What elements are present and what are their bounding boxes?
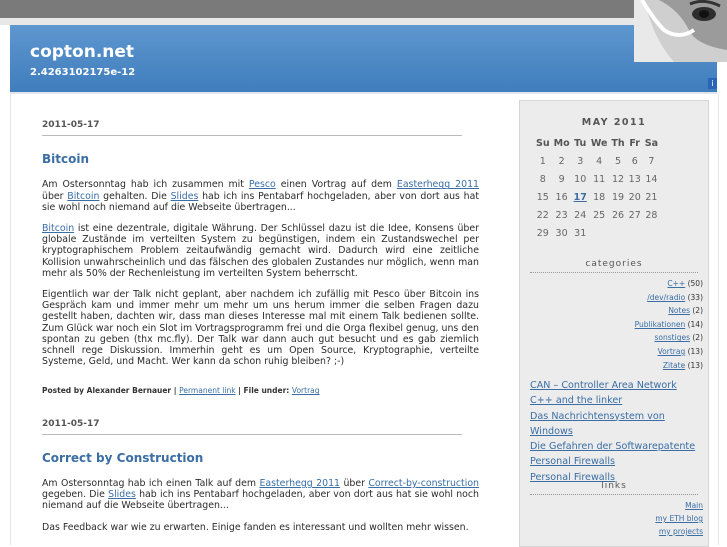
external-link[interactable]: my projects	[658, 527, 703, 536]
link-correct-by-construction[interactable]: Correct-by-construction	[368, 478, 479, 490]
text: über	[42, 190, 68, 202]
article-link[interactable]: Das Nachrichtensystem von Windows	[530, 410, 665, 437]
post-paragraph: Eigentlich war der Talk nicht geplant, aber nachdem ich zufällig mit Pesco über Bitcoin ins Gespräch kam und immer mehr um mehr um uns herum immer die selben Fragen dazu gestellt haben, dachten wir, dass man dieses Interesse mal mit einem Talk bedienen sollte. Zum Glück war noch ein Slot im Vortragsprogramm frei und die Orga flexibel genug, uns den spontan zu geben (thx mc.fly). Der Talk war dann auch gut besucht und es gab ziemlich schnell rege Diskussion. Immerhin geht es um Open Source, Kryptographie, verteilte Systeme, Geld, und Macht. Wer kann da schon ruhig bleiben? ;-)	[42, 289, 479, 368]
calendar-title: MAY 2011	[581, 117, 647, 128]
calendar-day: 20	[628, 191, 641, 203]
calendar-day: 1	[539, 155, 546, 167]
category-count: (13)	[685, 346, 703, 356]
calendar-day: 7	[648, 155, 655, 167]
calendar-day: 9	[558, 173, 565, 185]
calendar-day: 4	[596, 155, 603, 167]
top-strip	[0, 0, 727, 18]
link-item	[655, 499, 703, 512]
text: gegeben. Die	[42, 489, 109, 501]
calendar-day: 13	[628, 173, 641, 185]
text: einen Vortrag auf dem	[275, 179, 397, 191]
categories-list	[635, 277, 703, 372]
calendar-day: 11	[593, 173, 606, 185]
article-link[interactable]: Die Gefahren der Softwarepatente	[530, 441, 696, 453]
link-item	[655, 512, 703, 525]
category-count: (50)	[685, 279, 703, 288]
permanent-link[interactable]: Permanent link	[179, 386, 236, 396]
category-count: (14)	[685, 319, 703, 329]
calendar-day	[609, 224, 626, 242]
header-portrait-image	[634, 0, 727, 62]
post-footer	[42, 385, 482, 396]
link-bitcoin[interactable]: Bitcoin	[67, 190, 100, 202]
info-icon[interactable]: i	[708, 78, 717, 89]
link-bitcoin[interactable]: Bitcoin	[42, 223, 75, 235]
post-title[interactable]: Correct by Construction	[42, 450, 204, 465]
calendar-day: 18	[593, 191, 606, 203]
text: Am Ostersonntag hab ich einen Talk auf dem	[42, 478, 260, 490]
link-item	[655, 525, 703, 538]
calendar-day[interactable]	[572, 188, 589, 206]
category-item	[635, 331, 703, 345]
links-list	[655, 499, 703, 538]
calendar-weekday: We	[590, 138, 608, 149]
calendar-day: 30	[555, 227, 568, 239]
external-link[interactable]: my ETH blog	[655, 514, 703, 523]
category-item	[635, 318, 703, 332]
calendar-day: 28	[645, 209, 658, 221]
text: Am Ostersonntag hab ich zusammen mit	[42, 179, 249, 191]
text: hab ich ins Pentabarf hochgeladen, aber von dort aus hat sie wohl noch niemand auf die Webseite übertragen...	[42, 190, 479, 213]
links-heading: links	[530, 481, 698, 495]
post-paragraph: Das Feedback war wie zu erwarten. Einige fanden es interessant und wollten mehr wissen.	[42, 521, 469, 533]
category-link[interactable]: sonstiges	[654, 333, 690, 343]
blog-post	[42, 120, 482, 397]
calendar-day	[643, 224, 660, 242]
external-link[interactable]: Main	[685, 501, 703, 510]
calendar-day	[589, 224, 610, 242]
calendar-day: 29	[536, 227, 549, 239]
calendar-weekday: Sa	[644, 138, 659, 149]
calendar-day: 27	[628, 209, 641, 221]
category-link[interactable]: Vortrag	[657, 346, 686, 356]
calendar-day: 26	[612, 209, 625, 221]
sidebar	[519, 100, 709, 547]
top-strip-light	[0, 18, 727, 25]
category-count: (13)	[685, 360, 703, 370]
calendar-week	[534, 206, 660, 224]
calendar-weekday: Tu	[574, 138, 587, 149]
post-date: 2011-05-17	[42, 419, 462, 435]
post-paragraph	[42, 478, 479, 512]
calendar-day	[627, 224, 643, 242]
calendar-week	[534, 224, 660, 242]
category-count: (2)	[689, 306, 703, 316]
categories-heading: categories	[530, 259, 698, 273]
calendar-weekday: Fr	[629, 138, 640, 149]
text: ist eine dezentrale, digitale Währung. Der Schlüssel dazu ist die Idee, Konsens über globale Zustände im verteilten System zu begünstigen, indem ein Zustandswechel per kryptographischem Problem zeitaufwändig gemacht wird. Dadurch wird eine zeitliche Kollision unwahrscheinlich und das fälschen des globalen Zustandes nur möglich, wenn man mehr als 50% der Rechenleistung im verteilten System beherrscht.	[42, 223, 479, 279]
calendar-weekday: Su	[536, 138, 550, 149]
calendar-day: 6	[631, 155, 638, 167]
calendar-week	[534, 170, 660, 188]
calendar-weekday: Mo	[553, 138, 570, 149]
calendar-day: 22	[536, 209, 549, 221]
link-easterhegg[interactable]: Easterhegg 2011	[259, 478, 341, 490]
category-link[interactable]: Vortrag	[291, 386, 320, 396]
calendar-day: 15	[536, 191, 549, 203]
post-title[interactable]: Bitcoin	[42, 152, 90, 167]
calendar	[534, 135, 660, 242]
article-link[interactable]: Personal Firewalls	[530, 471, 616, 483]
category-link[interactable]: C++	[667, 279, 686, 288]
category-item	[635, 277, 703, 291]
calendar-day: 16	[555, 191, 568, 203]
category-link[interactable]: /dev/radio	[647, 292, 686, 302]
calendar-day: 23	[555, 209, 568, 221]
separator: |	[171, 386, 180, 396]
calendar-day: 3	[577, 155, 584, 167]
article-link[interactable]: Personal Firewalls	[530, 456, 616, 468]
calendar-day-link[interactable]: 17	[573, 191, 587, 203]
category-item	[635, 345, 703, 359]
calendar-day: 14	[645, 173, 658, 185]
calendar-day: 12	[612, 173, 625, 185]
calendar-week	[534, 152, 660, 170]
article-link[interactable]: C++ and the linker	[530, 395, 623, 407]
category-link[interactable]: Publikationen	[634, 319, 686, 329]
text: über	[340, 478, 369, 490]
blog-post	[42, 419, 482, 533]
calendar-day: 21	[645, 191, 658, 203]
calendar-day: 24	[574, 209, 587, 221]
category-count: (2)	[689, 333, 703, 343]
post-date: 2011-05-17	[42, 120, 462, 136]
post-author: Posted by Alexander Bernauer	[42, 386, 172, 396]
text: hab ich ins Pentabarf hochgeladen, aber von dort aus hat sie wohl noch niemand auf die Webseite übertragen...	[42, 489, 479, 512]
calendar-weekday: Th	[611, 138, 625, 149]
text: gehalten. Die	[99, 190, 171, 202]
calendar-week	[534, 188, 660, 206]
link-slides[interactable]: Slides	[108, 489, 136, 501]
category-link[interactable]: Zitate	[662, 360, 686, 370]
category-link[interactable]: Notes	[668, 306, 690, 316]
site-header	[10, 25, 717, 94]
category-count: (33)	[685, 292, 703, 302]
post-paragraph	[42, 223, 479, 279]
calendar-day: 2	[558, 155, 565, 167]
site-description: 2.4263102175e-12	[30, 67, 136, 78]
calendar-day: 31	[574, 227, 587, 239]
post-paragraph	[42, 179, 479, 213]
link-slides[interactable]: Slides	[170, 190, 199, 202]
article-links	[530, 378, 708, 485]
link-easterhegg[interactable]: Easterhegg 2011	[396, 179, 479, 191]
calendar-day: 5	[615, 155, 622, 167]
article-link[interactable]: CAN – Controller Area Network	[530, 380, 677, 391]
category-item	[635, 304, 703, 318]
calendar-day: 8	[539, 173, 546, 185]
calendar-day: 10	[574, 173, 587, 185]
calendar-day: 19	[612, 191, 625, 203]
main-content	[42, 120, 482, 543]
file-under-label: | File under:	[235, 386, 292, 396]
category-item	[635, 359, 703, 373]
category-item	[635, 291, 703, 305]
calendar-day: 25	[593, 209, 606, 221]
site-title[interactable]: copton.net	[30, 42, 135, 62]
link-pesco[interactable]: Pesco	[248, 179, 276, 191]
